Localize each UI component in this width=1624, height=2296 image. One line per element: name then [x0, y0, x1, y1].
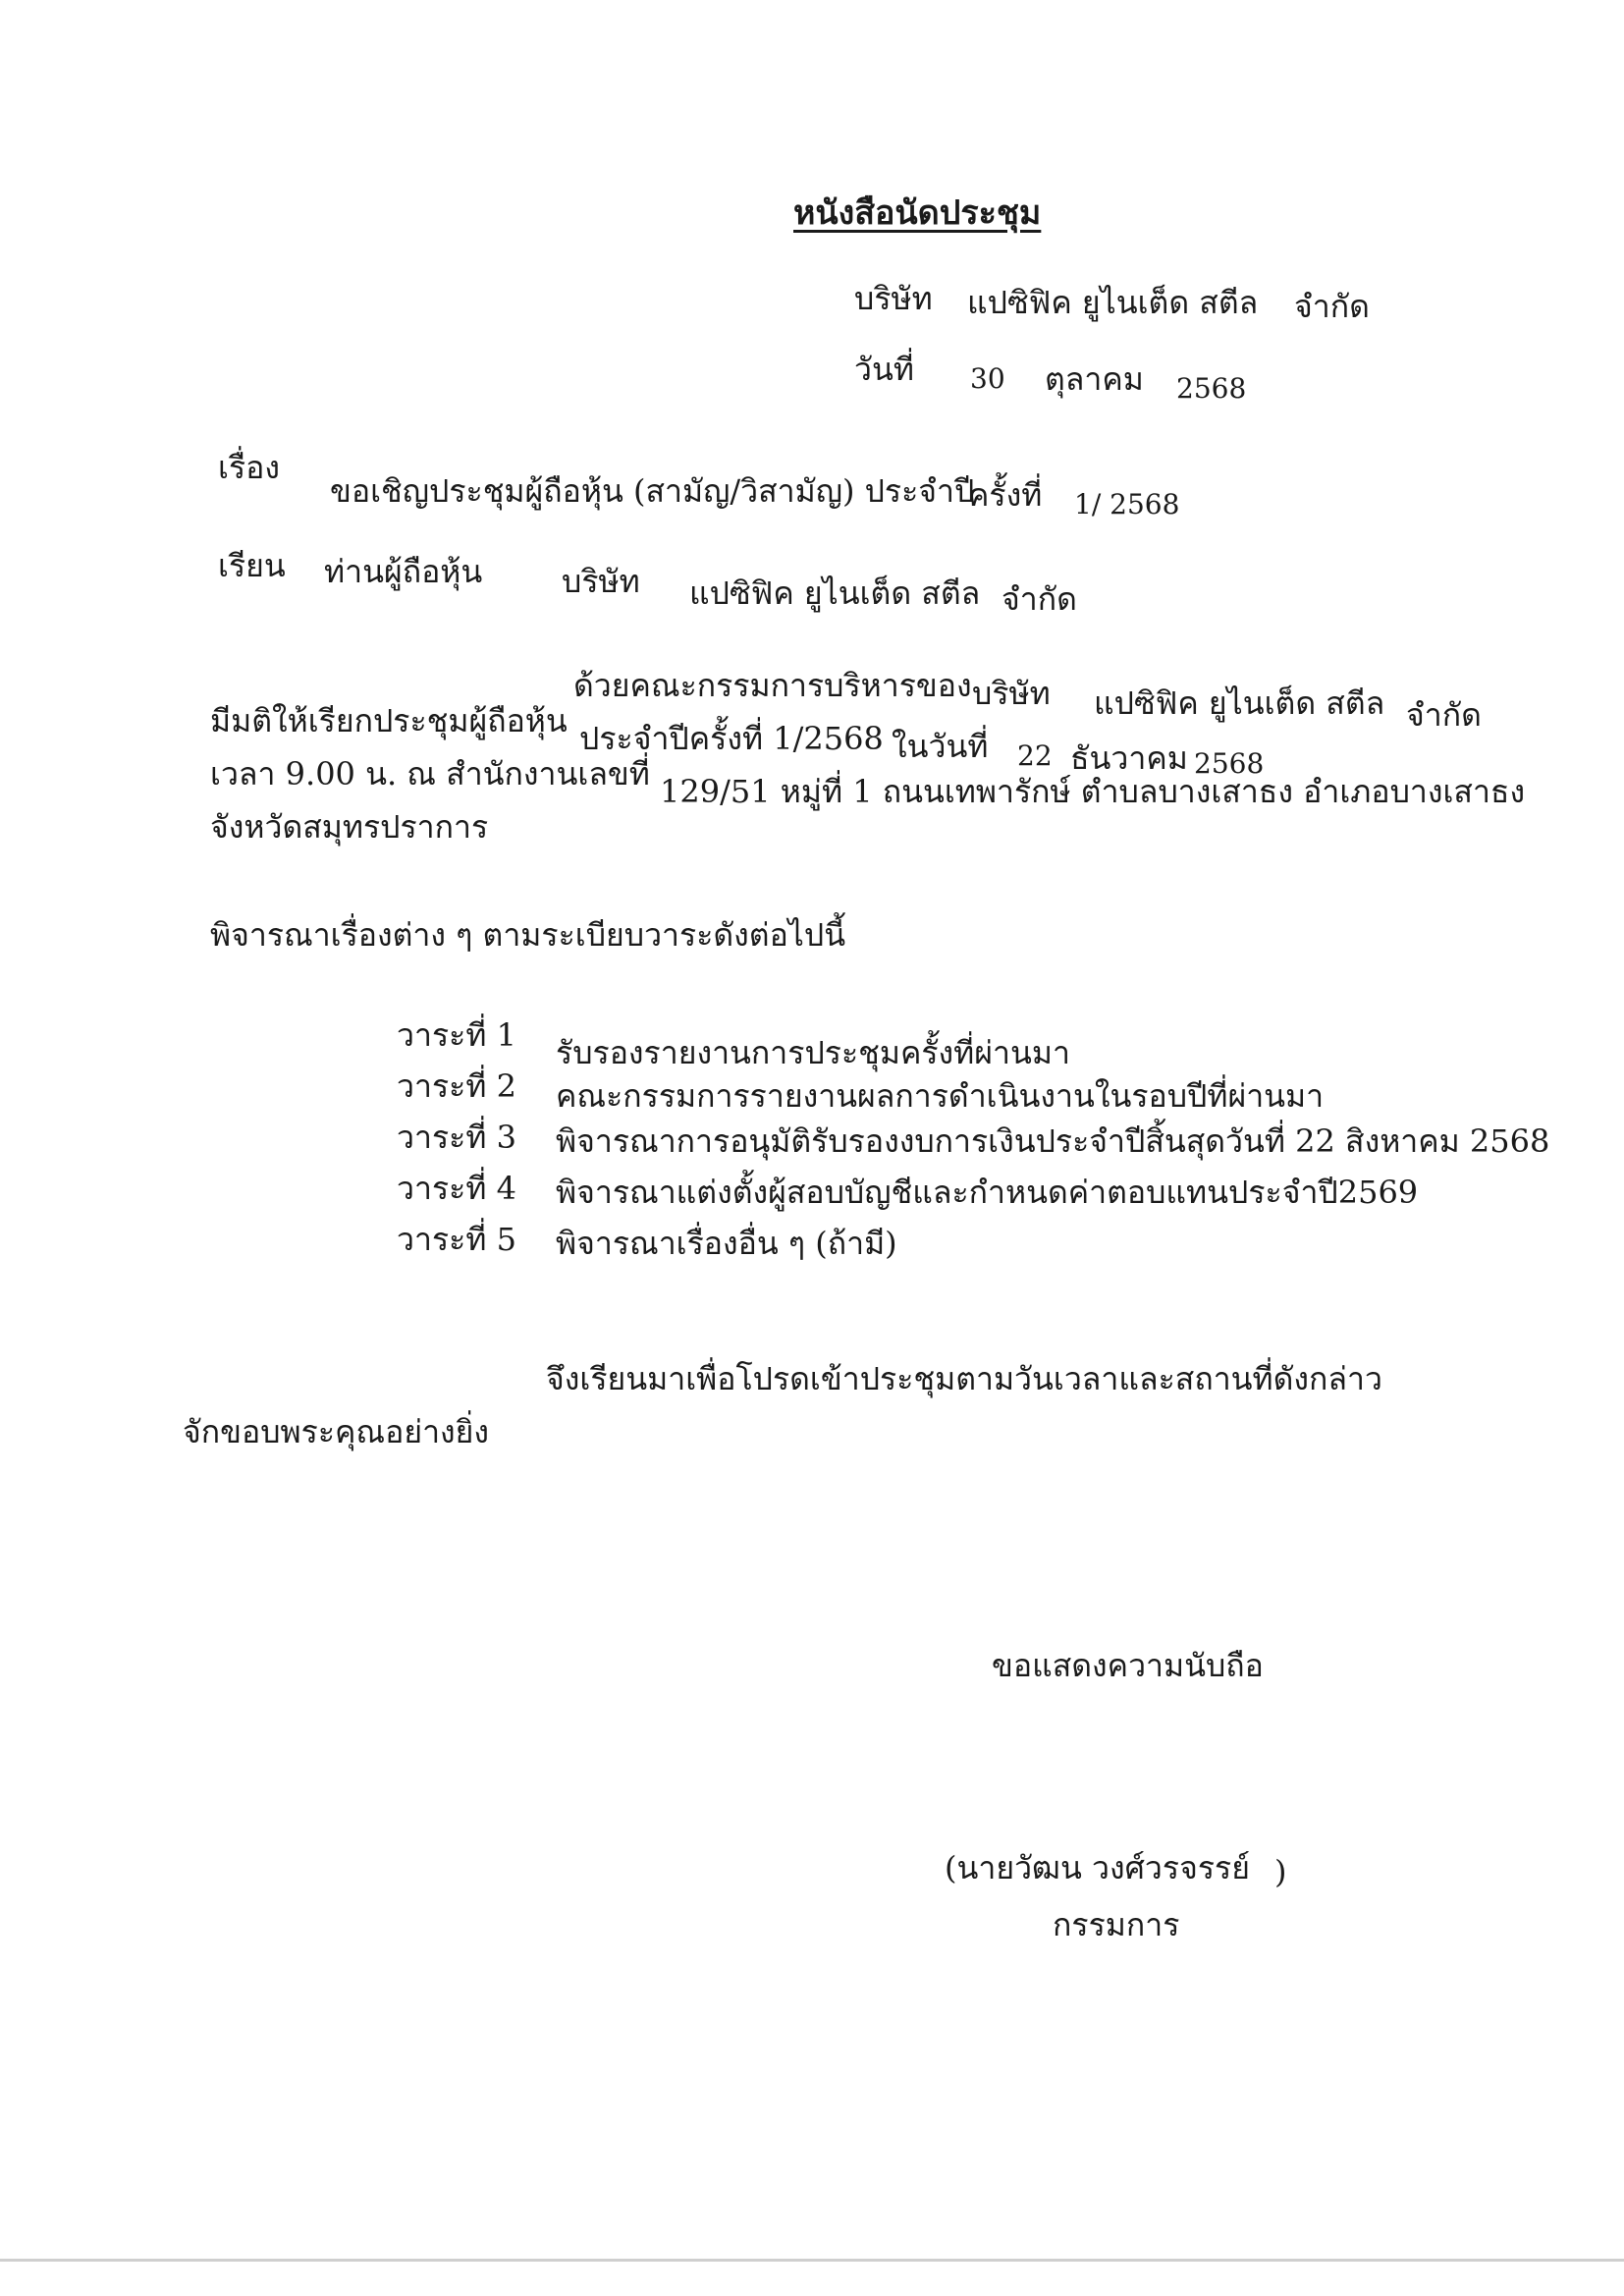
signer-name: (นายวัฒน วงศ์วรจรรย์ — [945, 1849, 1250, 1886]
agenda-item-5-text: พิจารณาเรื่องอื่น ๆ (ถ้ามี) — [556, 1225, 897, 1262]
header-date-day: 30 — [970, 362, 1005, 395]
body-line2-d: 22 — [1017, 739, 1053, 772]
header-date-label: วันที่ — [854, 351, 914, 388]
body-line1-prefix: ด้วยคณะกรรมการบริหารของ — [573, 667, 972, 704]
to-label: เรียน — [218, 547, 286, 584]
body-line2-c: ในวันที่ — [892, 728, 989, 765]
body-line2-f: 2568 — [1194, 747, 1265, 780]
agenda-item-3-label: วาระที่ 3 — [397, 1119, 516, 1156]
body-line3-b: 129/51 หมู่ที่ 1 ถนนเทพารักษ์ ตำบลบางเสาธง อำเภอบางเสาธง — [660, 773, 1526, 810]
body-line1-company-suffix: จำกัด — [1406, 696, 1482, 734]
agenda-item-2-label: วาระที่ 2 — [397, 1067, 516, 1105]
agenda-intro: พิจารณาเรื่องต่าง ๆ ตามระเบียบวาระดังต่อไปนี้ — [210, 916, 846, 954]
scan-edge-line — [0, 2259, 1624, 2262]
body-line2-a: มีมติให้เรียกประชุมผู้ถือหุ้น — [210, 702, 568, 739]
document-title: หนังสือนัดประชุม — [793, 193, 1042, 233]
to-company-label: บริษัท — [562, 563, 640, 600]
header-date-month: ตุลาคม — [1045, 360, 1144, 398]
subject-text: ขอเชิญประชุมผู้ถือหุ้น (สามัญ/วิสามัญ) ประจำปี — [330, 472, 975, 510]
body-line1-company-label: บริษัท — [972, 675, 1051, 712]
agenda-item-5-label: วาระที่ 5 — [397, 1221, 516, 1258]
to-company-name: แปซิฟิค ยูไนเต็ด สตีล — [689, 574, 981, 612]
header-company-name: แปซิฟิค ยูไนเต็ด สตีล — [967, 284, 1259, 321]
closing-line1: จึงเรียนมาเพื่อโปรดเข้าประชุมตามวันเวลาและสถานที่ดังกล่าว — [546, 1360, 1382, 1397]
body-line1-company-name: แปซิฟิค ยูไนเต็ด สตีล — [1094, 684, 1385, 722]
agenda-item-4-text: พิจารณาแต่งตั้งผู้สอบบัญชีและกำหนดค่าตอบแทนประจำปี2569 — [556, 1174, 1419, 1211]
header-company-suffix: จำกัด — [1294, 288, 1370, 325]
subject-round-value: 1/ 2568 — [1074, 488, 1180, 520]
agenda-item-2-text: คณะกรรมการรายงานผลการดำเนินงานในรอบปีที่ผ่านมา — [556, 1077, 1325, 1115]
to-recipient: ท่านผู้ถือหุ้น — [324, 553, 483, 590]
agenda-item-1-label: วาระที่ 1 — [397, 1016, 516, 1054]
header-company-label: บริษัท — [854, 280, 933, 317]
body-line2-e: ธันวาคม — [1070, 739, 1188, 777]
closing-regards: ขอแสดงความนับถือ — [992, 1647, 1264, 1684]
agenda-item-3-text: พิจารณาการอนุมัติรับรองงบการเงินประจำปีสิ้นสุดวันที่ 22 สิงหาคม 2568 — [556, 1122, 1550, 1160]
subject-label: เรื่อง — [218, 449, 280, 486]
signer-title: กรรมการ — [1053, 1906, 1180, 1943]
body-line2-b: ประจำปีครั้งที่ 1/2568 — [579, 720, 884, 757]
header-date-year: 2568 — [1176, 372, 1247, 405]
body-line4: จังหวัดสมุทรปราการ — [210, 808, 489, 846]
agenda-item-4-label: วาระที่ 4 — [397, 1170, 516, 1207]
closing-line2: จักขอบพระคุณอย่างยิ่ง — [183, 1413, 490, 1450]
agenda-item-1-text: รับรองรายงานการประชุมครั้งที่ผ่านมา — [556, 1034, 1070, 1071]
body-line3-a: เวลา 9.00 น. ณ สำนักงานเลขที่ — [210, 755, 650, 793]
to-company-suffix: จำกัด — [1001, 580, 1077, 618]
signer-name-close: ) — [1274, 1853, 1287, 1890]
subject-round-label: ครั้งที่ — [968, 476, 1043, 514]
